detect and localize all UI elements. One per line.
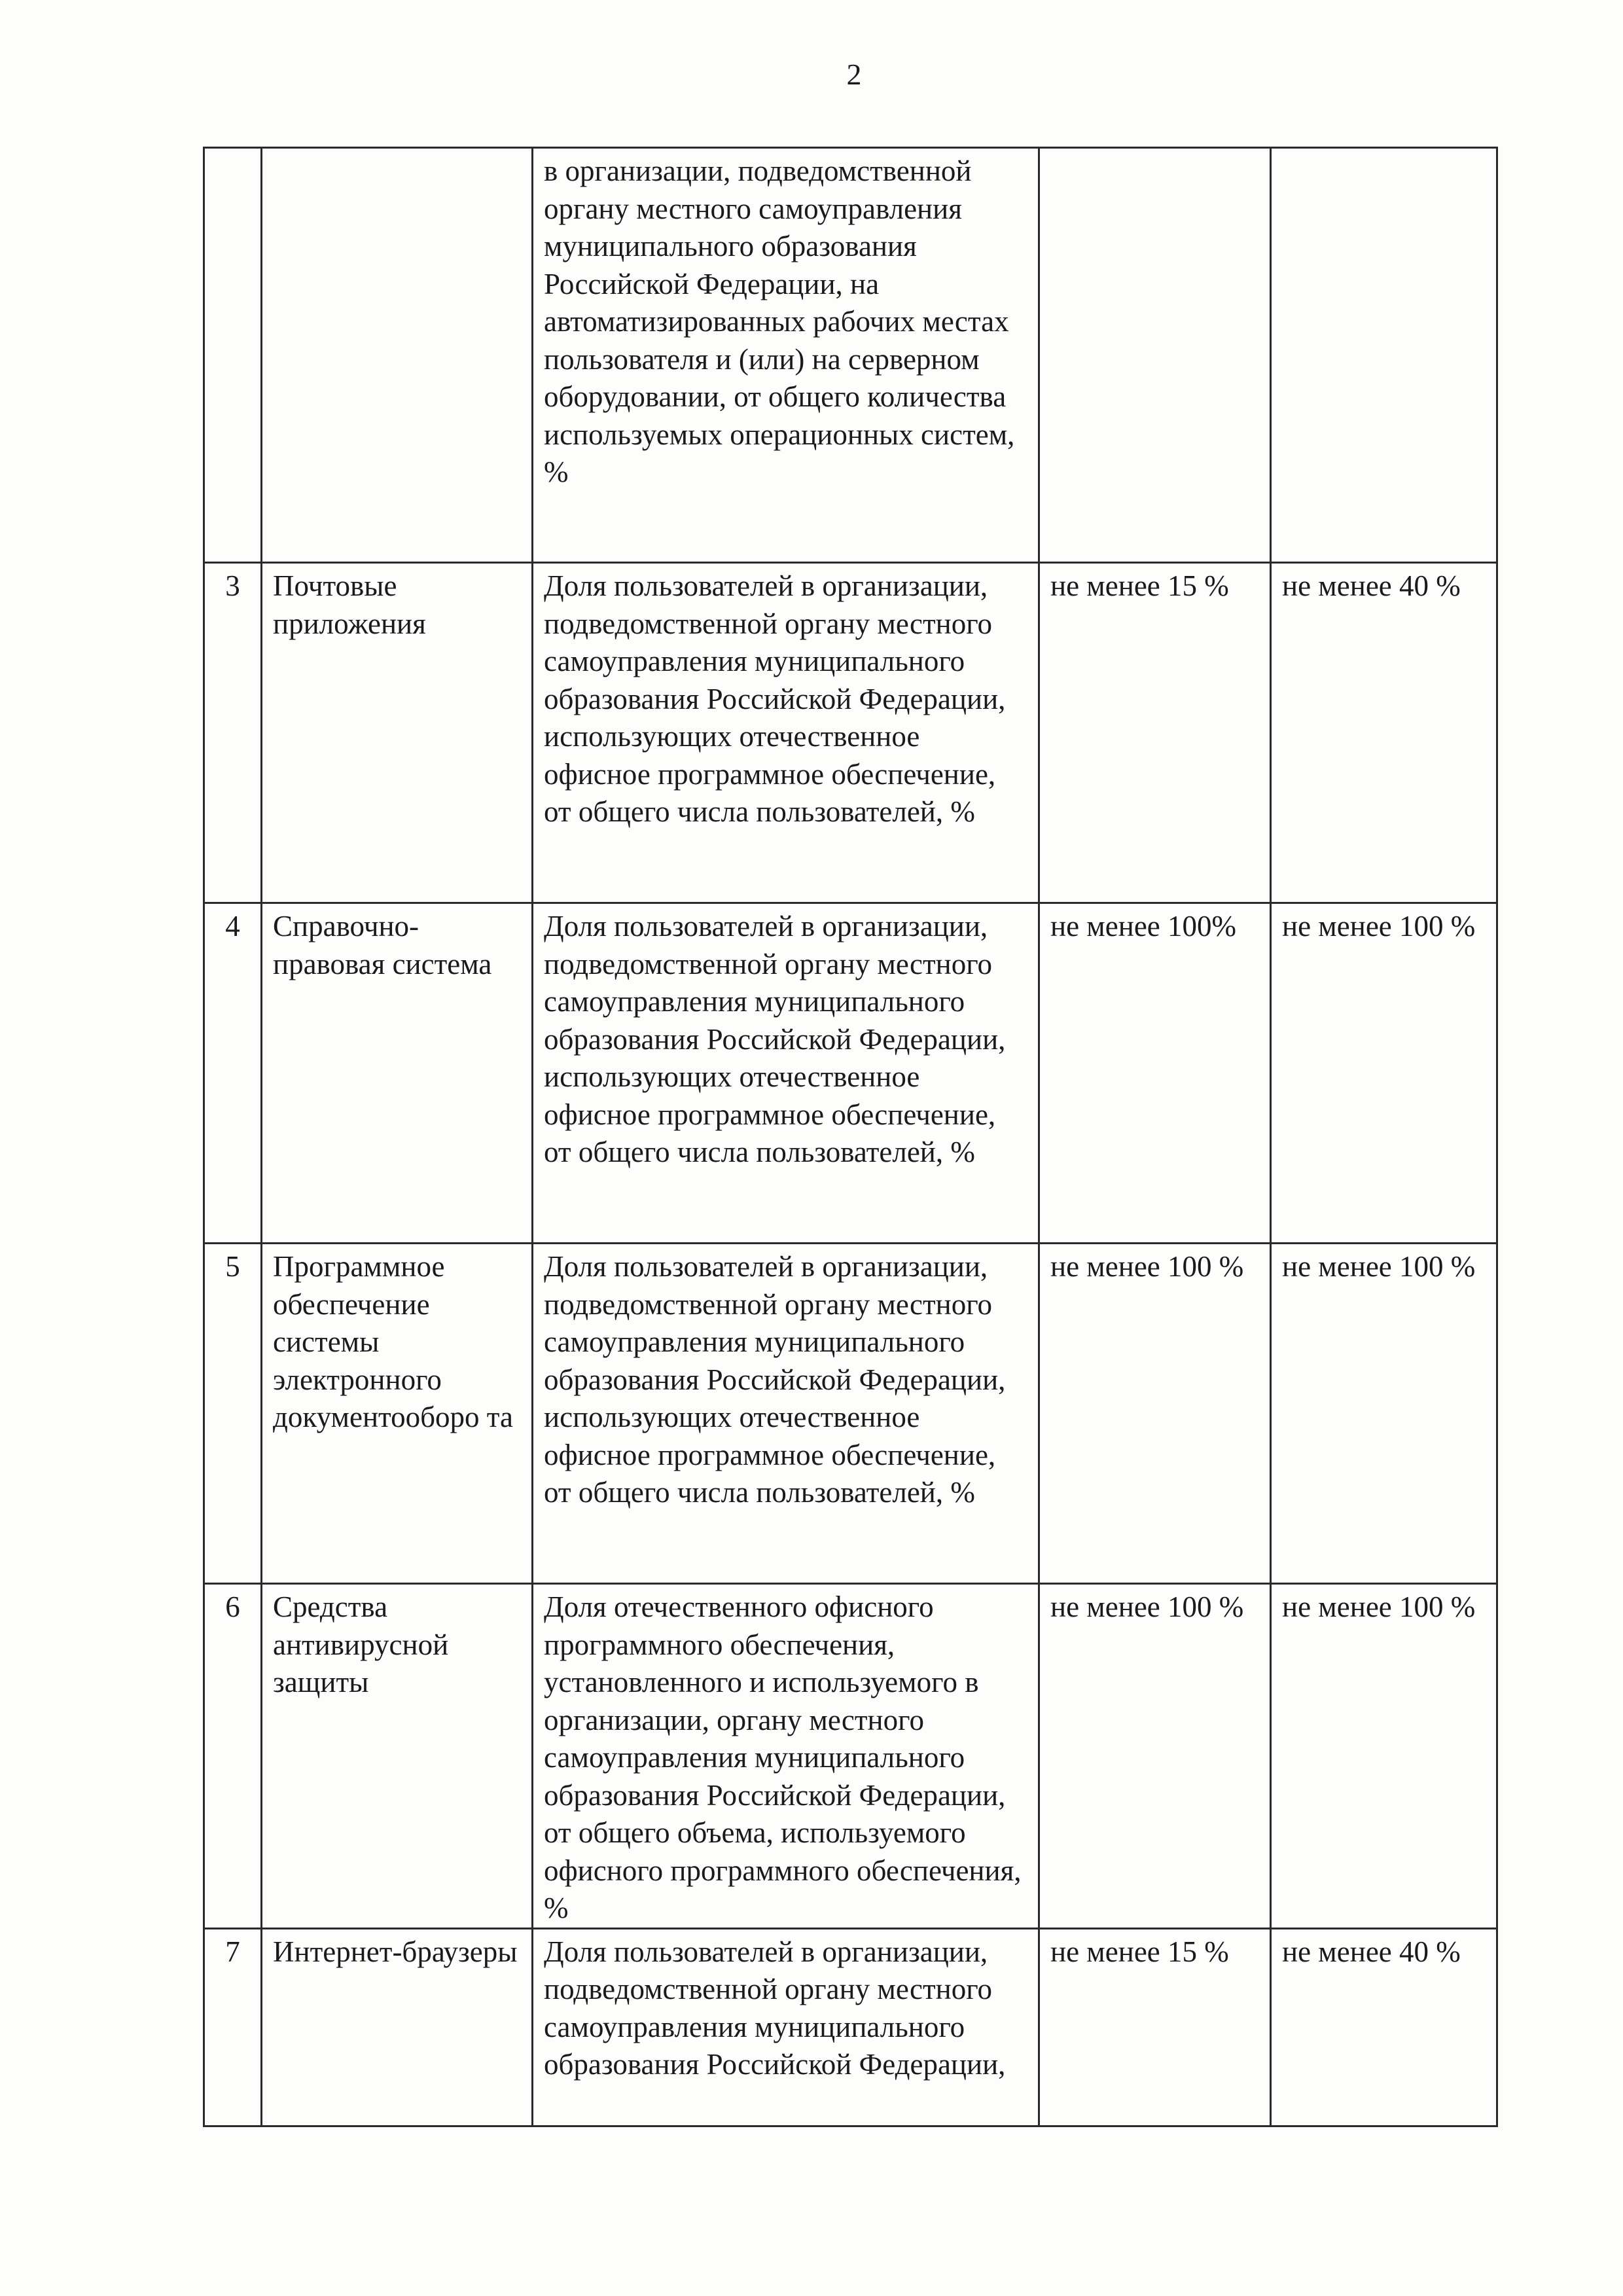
target-value-2: не менее 40 % (1282, 1935, 1461, 1968)
table-row (204, 148, 1497, 563)
software-class-cell (262, 1584, 533, 1929)
indicator-text: Доля пользователей в организации, подведомственной органу местного самоуправления муниципального образования Российской Федерации, (544, 1935, 1006, 2081)
target-value-2-cell (1271, 1244, 1497, 1584)
indicator-text: Доля отечественного офисного программного обеспечения, установленного и используемого в организации, органу местного самоуправления муниципального образования Российской Федерации, от общего объема, используемого офисного программного обеспечения, % (544, 1590, 1022, 1924)
indicator-cell (533, 563, 1039, 903)
target-value-2-cell (1271, 1584, 1497, 1929)
software-class: Интернет-браузеры (273, 1935, 518, 1968)
row-number: 4 (225, 910, 240, 942)
software-class: Справочно-правовая система (273, 910, 492, 980)
target-value-2-cell (1271, 563, 1497, 903)
target-value-2-cell (1271, 148, 1497, 563)
software-class-cell (262, 148, 533, 563)
table-row (204, 1244, 1497, 1584)
target-value-1: не менее 100 % (1050, 1250, 1244, 1283)
indicator-cell (533, 1584, 1039, 1929)
software-class-cell (262, 903, 533, 1244)
target-value-1-cell (1039, 1244, 1271, 1584)
target-value-2: не менее 40 % (1282, 569, 1461, 602)
requirements-table (203, 147, 1498, 2127)
target-value-1-cell (1039, 1584, 1271, 1929)
row-number-cell (204, 1584, 262, 1929)
target-value-1-cell (1039, 563, 1271, 903)
target-value-2-cell (1271, 1928, 1497, 2126)
target-value-1: не менее 100 % (1050, 1590, 1244, 1623)
indicator-text: Доля пользователей в организации, подведомственной органу местного самоуправления муниципального образования Российской Федерации, использующих отечественное офисное программное обеспечение, от общего числа пользователей, % (544, 569, 1006, 828)
software-class-cell (262, 563, 533, 903)
software-class: Средства антивирусной защиты (273, 1590, 449, 1698)
software-class: Почтовые приложения (273, 569, 426, 640)
indicator-cell (533, 1244, 1039, 1584)
software-class-cell (262, 1928, 533, 2126)
target-value-2: не менее 100 % (1282, 1590, 1476, 1623)
target-value-1-cell (1039, 148, 1271, 563)
indicator-text: в организации, подведомственной органу местного самоуправления муниципального образования Российской Федерации, на автоматизированных рабочих местах пользователя и (или) на серверном оборудовании, от общего количества используемых операционных систем, % (544, 154, 1015, 488)
row-number: 3 (225, 569, 240, 602)
software-class-cell (262, 1244, 533, 1584)
row-number-cell (204, 148, 262, 563)
software-class: Программное обеспечение системы электронного документооборо та (273, 1250, 513, 1433)
row-number-cell (204, 1244, 262, 1584)
target-value-1: не менее 15 % (1050, 1935, 1229, 1968)
row-number-cell (204, 563, 262, 903)
target-value-1-cell (1039, 903, 1271, 1244)
indicator-cell (533, 903, 1039, 1244)
target-value-2: не менее 100 % (1282, 1250, 1476, 1283)
row-number-cell (204, 903, 262, 1244)
target-value-1: не менее 15 % (1050, 569, 1229, 602)
page-number: 2 (846, 58, 862, 91)
row-number-cell (204, 1928, 262, 2126)
table-row (204, 1584, 1497, 1929)
indicator-text: Доля пользователей в организации, подведомственной органу местного самоуправления муниципального образования Российской Федерации, использующих отечественное офисное программное обеспечение, от общего числа пользователей, % (544, 910, 1006, 1168)
target-value-2-cell (1271, 903, 1497, 1244)
indicator-cell (533, 1928, 1039, 2126)
target-value-1: не менее 100% (1050, 910, 1237, 942)
indicator-cell (533, 148, 1039, 563)
row-number: 6 (225, 1590, 240, 1623)
target-value-1-cell (1039, 1928, 1271, 2126)
table-row (204, 1928, 1497, 2126)
table-row (204, 563, 1497, 903)
target-value-2: не менее 100 % (1282, 910, 1476, 942)
row-number: 7 (225, 1935, 240, 1968)
table-row (204, 903, 1497, 1244)
row-number: 5 (225, 1250, 240, 1283)
indicator-text: Доля пользователей в организации, подведомственной органу местного самоуправления муниципального образования Российской Федерации, использующих отечественное офисное программное обеспечение, от общего числа пользователей, % (544, 1250, 1006, 1509)
